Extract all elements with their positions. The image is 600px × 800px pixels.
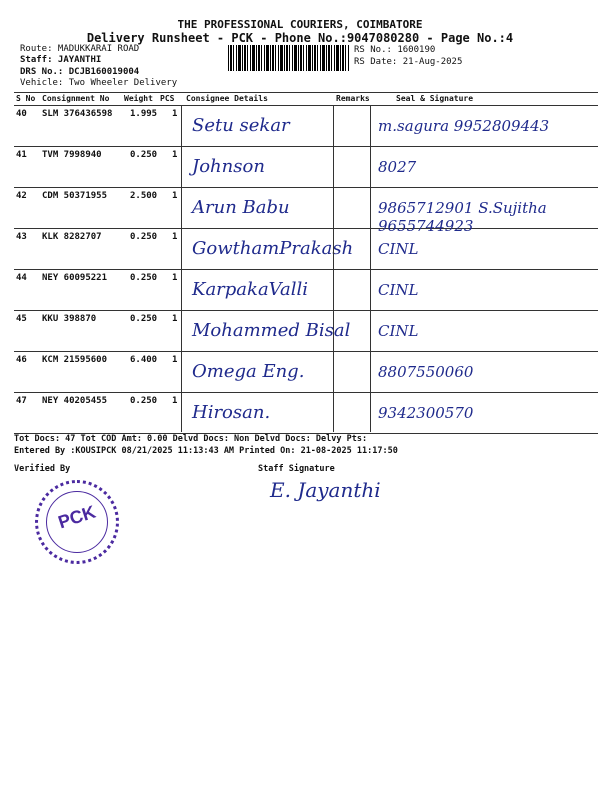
seal-signature: 8807550060 <box>378 363 474 381</box>
entered-line: Entered By :KOUSIPCK 08/21/2025 11:13:43 AM Printed On: 21-08-2025 11:17:50 <box>14 446 398 456</box>
weight-cell: 0.250 <box>130 314 158 324</box>
weight-cell: 1.995 <box>130 109 158 119</box>
report-title: THE PROFESSIONAL COURIERS, COIMBATORE <box>177 18 423 31</box>
table-header <box>14 92 598 106</box>
seal-signature: 8027 <box>378 158 417 176</box>
pcs-cell: 1 <box>172 355 178 365</box>
column-divider <box>333 105 334 432</box>
table-row <box>14 269 598 311</box>
pcs-cell: 1 <box>172 109 178 119</box>
col-sno: S No <box>16 94 36 103</box>
column-divider <box>370 105 371 432</box>
consignment-cell: KCM 21595600 <box>42 355 108 365</box>
table-row <box>14 187 598 235</box>
sno-cell: 41 <box>16 150 27 160</box>
consignment-cell: SLM 376436598 <box>42 109 113 119</box>
table-row <box>14 105 598 147</box>
verified-by-label: Verified By <box>14 464 71 474</box>
col-consignee: Consignee Details <box>186 94 268 103</box>
weight-cell: 2.500 <box>130 191 158 201</box>
consignee-signature: Mohammed Bisal <box>192 320 351 341</box>
table-row <box>14 310 598 352</box>
consignee-signature: Omega Eng. <box>192 361 305 382</box>
vehicle: Vehicle: Two Wheeler Delivery <box>20 78 178 88</box>
totals-line: Tot Docs: 47 Tot COD Amt: 0.00 Delvd Docs: Non Delvd Docs: Delvy Pts: <box>14 434 368 444</box>
table-row <box>14 351 598 393</box>
rs-number: RS No.: 1600190 <box>354 45 436 55</box>
table-row <box>14 228 598 270</box>
seal-signature: CINL <box>378 281 419 299</box>
consignment-cell: CDM 50371955 <box>42 191 108 201</box>
sno-cell: 47 <box>16 396 27 406</box>
pcs-cell: 1 <box>172 232 178 242</box>
col-remarks: Remarks <box>336 94 370 103</box>
staff: Staff: JAYANTHI <box>20 55 102 65</box>
seal-signature: CINL <box>378 240 419 258</box>
weight-cell: 0.250 <box>130 232 158 242</box>
pcs-cell: 1 <box>172 150 178 160</box>
column-divider <box>181 105 182 432</box>
consignee-signature: Arun Babu <box>192 197 290 218</box>
weight-cell: 0.250 <box>130 396 158 406</box>
sno-cell: 40 <box>16 109 27 119</box>
table-row <box>14 146 598 188</box>
seal-signature: CINL <box>378 322 419 340</box>
pcs-cell: 1 <box>172 396 178 406</box>
report-subtitle: Delivery Runsheet - PCK - Phone No.:9047080280 - Page No.:4 <box>86 31 514 45</box>
pcs-cell: 1 <box>172 191 178 201</box>
col-seal: Seal & Signature <box>396 94 474 103</box>
pcs-cell: 1 <box>172 314 178 324</box>
consignment-cell: KLK 8282707 <box>42 232 102 242</box>
consignment-cell: TVM 7998940 <box>42 150 102 160</box>
seal-signature: m.sagura 9952809443 <box>378 117 550 135</box>
consignee-signature: Setu sekar <box>192 115 290 136</box>
consignee-signature: Hirosan. <box>192 402 271 423</box>
sno-cell: 42 <box>16 191 27 201</box>
consignment-cell: NEY 40205455 <box>42 396 108 406</box>
consignee-signature: GowthamPrakash <box>192 238 354 259</box>
pck-stamp <box>35 480 119 564</box>
weight-cell: 6.400 <box>130 355 158 365</box>
seal-signature: 9865712901 S.Sujitha 9655744923 <box>378 199 547 235</box>
col-consignment: Consignment No <box>42 94 110 103</box>
stamp-text: PCK <box>55 501 99 533</box>
sno-cell: 45 <box>16 314 27 324</box>
weight-cell: 0.250 <box>130 273 158 283</box>
staff-signature-label: Staff Signature <box>258 464 335 474</box>
consignment-cell: KKU 398870 <box>42 314 97 324</box>
sno-cell: 44 <box>16 273 27 283</box>
staff-signature: E. Jayanthi <box>270 478 381 502</box>
weight-cell: 0.250 <box>130 150 158 160</box>
seal-signature: 9342300570 <box>378 404 474 422</box>
table-row <box>14 392 598 434</box>
pcs-cell: 1 <box>172 273 178 283</box>
col-pcs: PCS <box>160 94 175 103</box>
consignee-signature: Johnson <box>192 156 265 177</box>
consignee-signature: KarpakaValli <box>192 279 309 300</box>
barcode <box>228 45 350 71</box>
col-weight: Weight <box>124 94 153 103</box>
sno-cell: 43 <box>16 232 27 242</box>
route: Route: MADUKKARAI ROAD <box>20 44 140 54</box>
drs-number: DRS No.: DCJB160019004 <box>20 67 140 77</box>
rs-date: RS Date: 21-Aug-2025 <box>354 57 463 67</box>
sno-cell: 46 <box>16 355 27 365</box>
consignment-cell: NEY 60095221 <box>42 273 108 283</box>
